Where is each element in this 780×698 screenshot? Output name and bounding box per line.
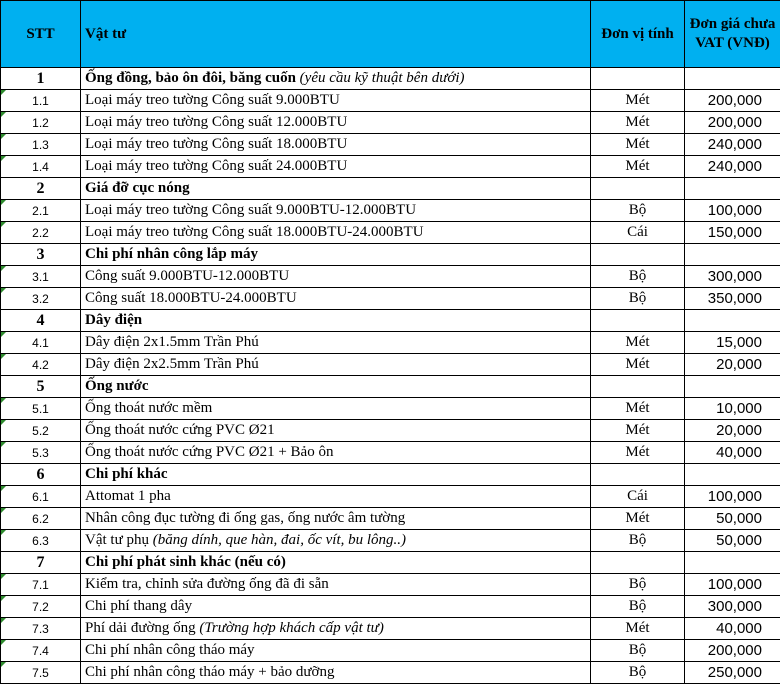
table-row [1,354,780,376]
stt-text: 1.1 [32,93,49,108]
item-text: Chi phí nhân công tháo máy [85,642,255,658]
item-text: Dây điện [85,312,143,328]
stt-cell[interactable] [1,442,81,464]
item-text: Loại máy treo tường Công suất 18.000BTU-24.000BTU [85,224,424,240]
item-text: Chi phí khác [85,466,168,482]
unit-cell[interactable]: Mét [591,332,685,354]
item-cell[interactable] [81,156,591,178]
item-text: Ống đồng, bảo ôn đôi, băng cuốn [85,70,296,86]
price-cell[interactable]: 100,000 [685,486,780,508]
stt-text: 6 [36,465,45,483]
price-cell[interactable]: 10,000 [685,398,780,420]
stt-cell[interactable] [1,596,81,618]
cell-comment-marker-icon [1,596,6,601]
cell-comment-marker-icon [1,354,6,359]
stt-text: 4 [36,311,45,329]
item-cell[interactable] [81,552,591,574]
item-note: (Trường hợp khách cấp vật tư) [199,620,384,636]
stt-text: 4.1 [32,335,49,350]
stt-cell[interactable] [1,288,81,310]
table-row [1,156,780,178]
stt-cell[interactable] [1,398,81,420]
item-cell[interactable] [81,178,591,200]
stt-text: 5 [36,377,45,395]
item-note: (băng dính, que hàn, đai, ốc vít, bu lông..) [152,532,407,548]
group-row [1,178,780,200]
unit-cell[interactable]: Mét [591,420,685,442]
table-row [1,288,780,310]
cell-comment-marker-icon [1,288,6,293]
table-row [1,508,780,530]
group-row [1,310,780,332]
item-text: Chi phí nhân công lắp máy [85,246,258,262]
cell-comment-marker-icon [1,420,6,425]
stt-text: 2 [36,179,45,197]
price-cell[interactable]: 40,000 [685,618,780,640]
stt-cell[interactable] [1,156,81,178]
table-row [1,222,780,244]
stt-cell[interactable] [1,68,81,90]
item-text: Loại máy treo tường Công suất 12.000BTU [85,114,348,130]
group-row [1,376,780,398]
item-cell[interactable] [81,640,591,662]
item-cell[interactable] [81,90,591,112]
header-row [1,1,780,68]
price-cell[interactable] [685,178,780,200]
stt-cell[interactable] [1,574,81,596]
stt-text: 7.1 [32,577,49,592]
price-cell[interactable]: 200,000 [685,90,780,112]
stt-cell[interactable] [1,486,81,508]
price-cell[interactable]: 200,000 [685,112,780,134]
stt-cell[interactable] [1,266,81,288]
unit-cell[interactable] [591,178,685,200]
item-text: Ống thoát nước cứng PVC Ø21 + Bảo ôn [85,444,334,460]
unit-cell[interactable]: Mét [591,354,685,376]
unit-cell[interactable]: Bộ [591,288,685,310]
item-cell[interactable] [81,68,591,90]
cell-comment-marker-icon [1,90,6,95]
stt-text: 5.1 [32,401,49,416]
table-row [1,112,780,134]
group-row [1,244,780,266]
unit-cell[interactable]: Mét [591,442,685,464]
stt-text: 1 [36,69,45,87]
item-text: Loại máy treo tường Công suất 24.000BTU [85,158,348,174]
cell-comment-marker-icon [1,398,6,403]
unit-cell[interactable]: Mét [591,398,685,420]
stt-text: 3.1 [32,269,49,284]
stt-text: 7 [36,553,45,571]
cell-comment-marker-icon [1,640,6,645]
item-text: Ống nước [85,378,149,394]
item-cell[interactable] [81,266,591,288]
stt-cell[interactable] [1,552,81,574]
item-cell[interactable] [81,596,591,618]
stt-cell[interactable] [1,354,81,376]
table-row [1,420,780,442]
table-row [1,486,780,508]
stt-text: 4.2 [32,357,49,372]
price-cell[interactable]: 15,000 [685,332,780,354]
item-text: Công suất 18.000BTU-24.000BTU [85,290,297,306]
cell-comment-marker-icon [1,574,6,579]
unit-cell[interactable]: Bộ [591,200,685,222]
table-row [1,574,780,596]
item-cell[interactable] [81,508,591,530]
unit-cell[interactable] [591,376,685,398]
stt-text: 1.3 [32,137,49,152]
table-row [1,200,780,222]
item-cell[interactable] [81,134,591,156]
table-row [1,90,780,112]
item-cell[interactable] [81,310,591,332]
item-cell[interactable] [81,244,591,266]
cell-comment-marker-icon [1,156,6,161]
item-cell[interactable] [81,530,591,552]
price-cell[interactable]: 350,000 [685,288,780,310]
stt-text: 2.2 [32,225,49,240]
header-stt: STT [1,1,81,68]
price-cell[interactable]: 150,000 [685,222,780,244]
item-text: Phí dải đường ống [85,620,196,636]
price-cell[interactable]: 300,000 [685,266,780,288]
stt-text: 7.2 [32,599,49,614]
unit-cell[interactable]: Bộ [591,266,685,288]
unit-cell[interactable]: Mét [591,134,685,156]
table-row [1,618,780,640]
stt-cell[interactable] [1,332,81,354]
item-text: Kiểm tra, chỉnh sửa đường ống đã đi sẵn [85,576,329,592]
unit-cell[interactable]: Bộ [591,596,685,618]
group-row [1,552,780,574]
stt-text: 5.3 [32,445,49,460]
price-cell[interactable]: 20,000 [685,354,780,376]
price-cell[interactable]: 200,000 [685,640,780,662]
stt-text: 7.5 [32,665,49,680]
group-row [1,464,780,486]
stt-cell[interactable] [1,662,81,684]
stt-cell[interactable] [1,200,81,222]
table-row [1,134,780,156]
cell-comment-marker-icon [1,200,6,205]
cell-comment-marker-icon [1,112,6,117]
item-text: Ống thoát nước cứng PVC Ø21 [85,422,275,438]
unit-cell[interactable] [591,244,685,266]
item-text: Ống thoát nước mềm [85,400,213,416]
group-row [1,68,780,90]
price-cell[interactable] [685,244,780,266]
stt-cell[interactable] [1,618,81,640]
price-cell[interactable] [685,310,780,332]
header-item: Vật tư [81,1,591,68]
item-text: Loại máy treo tường Công suất 9.000BTU-12.000BTU [85,202,417,218]
item-cell[interactable] [81,486,591,508]
price-cell[interactable]: 240,000 [685,156,780,178]
unit-cell[interactable] [591,464,685,486]
item-cell[interactable] [81,420,591,442]
stt-cell[interactable] [1,222,81,244]
stt-text: 5.2 [32,423,49,438]
item-cell[interactable] [81,574,591,596]
unit-cell[interactable]: Bộ [591,530,685,552]
table-row [1,530,780,552]
item-text: Chi phí thang dây [85,598,193,614]
price-cell[interactable]: 40,000 [685,442,780,464]
stt-cell[interactable] [1,112,81,134]
unit-cell[interactable]: Cái [591,222,685,244]
stt-text: 6.2 [32,511,49,526]
table-row [1,662,780,684]
cell-comment-marker-icon [1,618,6,623]
table-row [1,596,780,618]
unit-cell[interactable]: Mét [591,90,685,112]
stt-text: 6.1 [32,489,49,504]
unit-cell[interactable] [591,310,685,332]
stt-text: 1.4 [32,159,49,174]
item-cell[interactable] [81,354,591,376]
price-cell[interactable]: 250,000 [685,662,780,684]
table-row [1,398,780,420]
cell-comment-marker-icon [1,486,6,491]
price-cell[interactable]: 50,000 [685,530,780,552]
cell-comment-marker-icon [1,662,6,667]
item-cell[interactable] [81,464,591,486]
item-note: (yêu cầu kỹ thuật bên dưới) [299,70,465,86]
item-cell[interactable] [81,200,591,222]
item-cell[interactable] [81,222,591,244]
item-text: Chi phí phát sinh khác (nếu có) [85,554,286,570]
cell-comment-marker-icon [1,508,6,513]
item-text: Chi phí nhân công tháo máy + bảo dưỡng [85,664,335,680]
item-cell[interactable] [81,112,591,134]
unit-cell[interactable]: Bộ [591,662,685,684]
stt-text: 7.3 [32,621,49,636]
unit-cell[interactable]: Bộ [591,574,685,596]
item-cell[interactable] [81,288,591,310]
price-cell[interactable] [685,464,780,486]
item-text: Vật tư phụ [85,532,149,548]
stt-text: 1.2 [32,115,49,130]
stt-cell[interactable] [1,178,81,200]
stt-cell[interactable] [1,134,81,156]
price-cell[interactable]: 300,000 [685,596,780,618]
header-price: Đơn giá chưa VAT (VNĐ) [685,1,780,68]
stt-text: 2.1 [32,203,49,218]
item-cell[interactable] [81,376,591,398]
item-cell[interactable] [81,398,591,420]
stt-text: 3 [36,245,45,263]
cell-comment-marker-icon [1,442,6,447]
cell-comment-marker-icon [1,266,6,271]
stt-cell[interactable] [1,376,81,398]
unit-cell[interactable] [591,68,685,90]
stt-cell[interactable] [1,508,81,530]
table-row [1,442,780,464]
cell-comment-marker-icon [1,530,6,535]
price-cell[interactable]: 50,000 [685,508,780,530]
stt-cell[interactable] [1,530,81,552]
price-cell[interactable]: 240,000 [685,134,780,156]
item-text: Giá đỡ cục nóng [85,180,190,196]
cell-comment-marker-icon [1,222,6,227]
item-cell[interactable] [81,332,591,354]
item-text: Loại máy treo tường Công suất 9.000BTU [85,92,340,108]
price-cell[interactable]: 20,000 [685,420,780,442]
price-cell[interactable]: 100,000 [685,574,780,596]
cell-comment-marker-icon [1,332,6,337]
unit-cell[interactable]: Mét [591,508,685,530]
stt-cell[interactable] [1,640,81,662]
item-cell[interactable] [81,442,591,464]
table-row [1,266,780,288]
item-text: Công suất 9.000BTU-12.000BTU [85,268,290,284]
item-text: Loại máy treo tường Công suất 18.000BTU [85,136,348,152]
stt-cell[interactable] [1,464,81,486]
unit-cell[interactable]: Cái [591,486,685,508]
unit-cell[interactable] [591,552,685,574]
stt-cell[interactable] [1,420,81,442]
unit-cell[interactable]: Bộ [591,640,685,662]
stt-cell[interactable] [1,244,81,266]
item-text: Dây điện 2x1.5mm Trần Phú [85,334,259,350]
table-body [1,68,780,684]
item-text: Attomat 1 pha [85,488,171,504]
stt-cell[interactable] [1,310,81,332]
unit-cell[interactable]: Mét [591,618,685,640]
cell-comment-marker-icon [1,134,6,139]
table-row [1,640,780,662]
stt-text: 6.3 [32,533,49,548]
stt-text: 3.2 [32,291,49,306]
item-text: Nhân công đục tường đi ống gas, ống nước âm tường [85,510,406,526]
price-cell[interactable]: 100,000 [685,200,780,222]
stt-cell[interactable] [1,90,81,112]
header-unit: Đơn vị tính [591,1,685,68]
unit-cell[interactable]: Mét [591,156,685,178]
price-cell[interactable] [685,68,780,90]
item-text: Dây điện 2x2.5mm Trần Phú [85,356,259,372]
item-cell[interactable] [81,662,591,684]
unit-cell[interactable]: Mét [591,112,685,134]
price-cell[interactable] [685,376,780,398]
item-cell[interactable] [81,618,591,640]
table-row [1,332,780,354]
stt-text: 7.4 [32,643,49,658]
price-cell[interactable] [685,552,780,574]
